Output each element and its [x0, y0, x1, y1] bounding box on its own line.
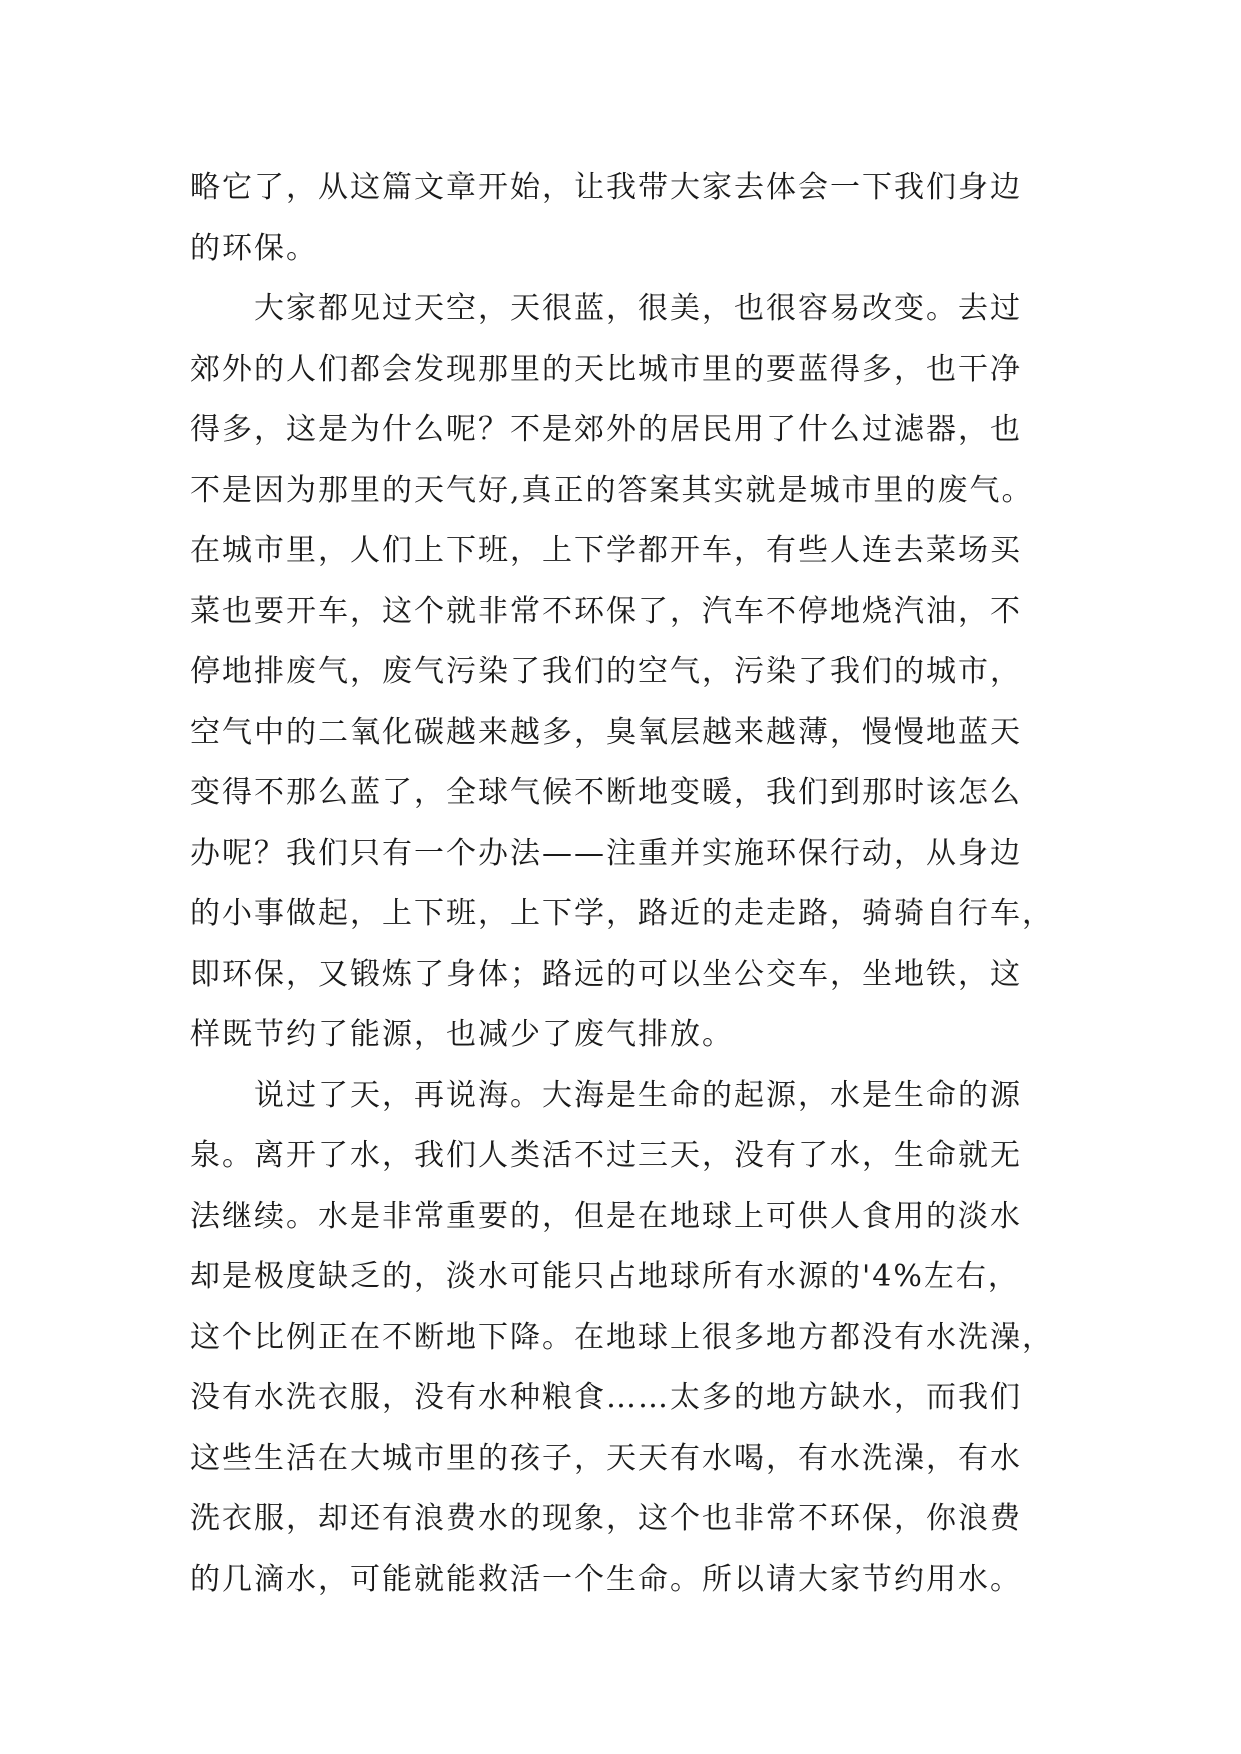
text-line: 没有水洗衣服，没有水种粮食……太多的地方缺水，而我们: [190, 1380, 1022, 1415]
text-line: 得多，这是为什么呢？不是郊外的居民用了什么过滤器，也: [190, 412, 1022, 447]
text-line: 泉。离开了水，我们人类活不过三天，没有了水，生命就无: [190, 1138, 1022, 1173]
text-line: 这个比例正在不断地下降。在地球上很多地方都没有水洗澡，: [190, 1319, 1054, 1355]
text-line: 大家都见过天空，天很蓝，很美，也很容易改变。去过: [190, 291, 1022, 326]
body-text: [190, 158, 1080, 1610]
text-line: 变得不那么蓝了，全球气候不断地变暖，我们到那时该怎么: [190, 775, 1022, 810]
text-line: 不是因为那里的天气好,真正的答案其实就是城市里的废气。: [190, 472, 1034, 508]
text-line: 法继续。水是非常重要的，但是在地球上可供人食用的淡水: [190, 1198, 1022, 1234]
text-line: 停地排废气，废气污染了我们的空气，污染了我们的城市，: [190, 654, 1022, 689]
text-line: 略它了，从这篇文章开始，让我带大家去体会一下我们身边: [190, 170, 1022, 205]
text-line: 的环保。: [190, 230, 318, 266]
text-line: 样既节约了能源，也减少了废气排放。: [190, 1017, 734, 1052]
text-line: 空气中的二氧化碳越来越多，臭氧层越来越薄，慢慢地蓝天: [190, 714, 1022, 750]
text-line: 的几滴水，可能就能救活一个生命。所以请大家节约用水。: [190, 1561, 1022, 1597]
text-line: 在城市里，人们上下班，上下学都开车，有些人连去菜场买: [190, 533, 1022, 568]
text-line: 却是极度缺乏的，淡水可能只占地球所有水源的'4%左右，: [190, 1259, 1020, 1294]
text-line: 洗衣服，却还有浪费水的现象，这个也非常不环保，你浪费: [190, 1501, 1022, 1536]
text-line: 菜也要开车，这个就非常不环保了，汽车不停地烧汽油，不: [190, 593, 1022, 629]
text-line: 办呢？我们只有一个办法——注重并实施环保行动，从身边: [190, 835, 1022, 871]
text-line: 郊外的人们都会发现那里的天比城市里的要蓝得多，也干净: [190, 351, 1022, 387]
text-line: 这些生活在大城市里的孩子，天天有水喝，有水洗澡，有水: [190, 1440, 1022, 1476]
text-line: 说过了天，再说海。大海是生命的起源，水是生命的源: [190, 1077, 1022, 1113]
text-line: 即环保，又锻炼了身体；路远的可以坐公交车，坐地铁，这: [190, 956, 1022, 992]
text-line: 的小事做起，上下班，上下学，路近的走走路，骑骑自行车，: [190, 896, 1054, 931]
